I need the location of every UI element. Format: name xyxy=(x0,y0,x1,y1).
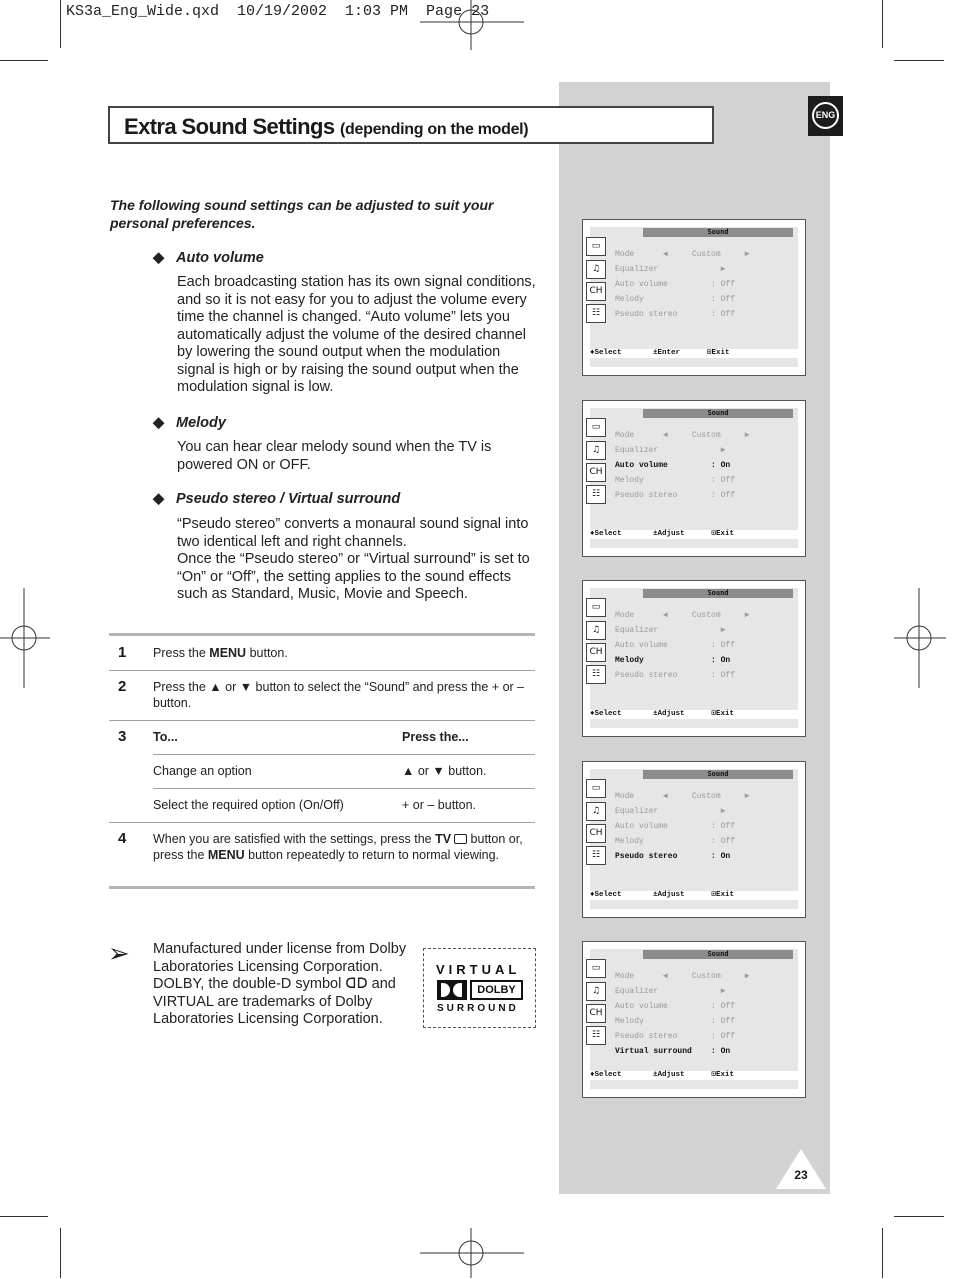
file-header: KS3a_Eng_Wide.qxd 10/19/2002 1:03 PM Page 23 xyxy=(66,3,490,20)
menu-row: Mode ◄ Custom ► xyxy=(615,792,750,801)
section-heading-label: Melody xyxy=(176,415,226,431)
dolby-box xyxy=(470,980,523,1000)
channel-icon: CH xyxy=(586,282,606,301)
menu-row: Equalizer ► xyxy=(615,626,726,635)
menu-row: Melody : Off xyxy=(615,1017,736,1026)
menu-screenshot xyxy=(582,580,806,737)
dolby-notice: Manufactured under license from Dolby Laboratories Licensing Corporation. DOLBY, the double-D symbol ᗡᗞ and VIRTUAL are trademarks of Dolby Laboratories Licensing Corporation. xyxy=(153,941,407,1027)
menu-header: Sound xyxy=(643,950,793,959)
dolby-virtual-logo xyxy=(423,948,536,1028)
table-rule xyxy=(153,754,535,755)
menu-header: Sound xyxy=(643,409,793,418)
crop-mark xyxy=(0,60,48,61)
picture-icon: ♫ xyxy=(586,260,606,279)
table-rule xyxy=(109,886,535,889)
table-cell: Change an option xyxy=(153,764,252,778)
menu-row: Pseudo stereo : Off xyxy=(615,1032,736,1041)
crop-mark xyxy=(894,60,944,61)
table-cell: Select the required option (On/Off) xyxy=(153,798,344,812)
page-title xyxy=(124,114,528,140)
menu-row: Auto volume : Off xyxy=(615,280,736,289)
step-text: Press the ▲ or ▼ button to select the “Sound” and press the + or – button. xyxy=(153,680,525,710)
registration-mark xyxy=(0,588,50,688)
tv-key-icon xyxy=(454,834,467,844)
menu-row: Melody : Off xyxy=(615,295,736,304)
menu-header: Sound xyxy=(643,589,793,598)
section-body-para: “Pseudo stereo” converts a monaural sound signal into two identical left and right channels. xyxy=(177,516,529,550)
menu-row: Equalizer ► xyxy=(615,446,726,455)
menu-row: Mode ◄ Custom ► xyxy=(615,972,750,981)
setup-icon: ☷ xyxy=(586,1026,606,1045)
menu-footer: ♦Select ±Adjust ⊡Exit xyxy=(590,530,798,539)
diamond-bullet-icon: ◆ xyxy=(153,250,165,266)
step-text-part: When you are satisfied with the settings, press the xyxy=(153,832,436,846)
title-box xyxy=(108,106,714,144)
table-rule xyxy=(109,822,535,823)
section-body-para: Once the “Pseudo stereo” or “Virtual surround” is set to “On” or “Off”, the setting applies to the sound effects such as Standard, Music, Movie and Speech. xyxy=(177,551,530,602)
table-col-header: To... xyxy=(153,730,178,744)
menu-key-label: MENU xyxy=(207,848,245,862)
section-heading xyxy=(153,250,264,266)
setup-icon: ☷ xyxy=(586,304,606,323)
logo-dolby: DOLBY xyxy=(472,982,521,998)
section-heading xyxy=(153,415,226,431)
crop-mark xyxy=(882,0,883,48)
menu-header: Sound xyxy=(643,770,793,779)
section-body: You can hear clear melody sound when the TV is powered ON or OFF. xyxy=(177,439,492,473)
channel-icon: CH xyxy=(586,643,606,662)
step-text xyxy=(153,831,535,863)
step-text xyxy=(153,645,535,661)
picture-icon: ♫ xyxy=(586,982,606,1001)
tv-icon: ▭ xyxy=(586,779,606,798)
section-heading-label: Pseudo stereo / Virtual surround xyxy=(176,491,401,507)
section-heading xyxy=(153,491,400,507)
menu-footer: ♦Select ±Adjust ⊡Exit xyxy=(590,891,798,900)
menu-row: Pseudo stereo : Off xyxy=(615,491,736,500)
picture-icon: ♫ xyxy=(586,802,606,821)
menu-row-selected: Melody : On xyxy=(615,656,731,665)
menu-row: Equalizer ► xyxy=(615,807,726,816)
menu-screenshot xyxy=(582,400,806,557)
logo-surround: SURROUND xyxy=(437,1003,519,1014)
menu-screenshot xyxy=(582,941,806,1098)
logo-virtual: VIRTUAL xyxy=(436,962,521,977)
title-sub: (depending on the model) xyxy=(340,121,529,138)
menu-row: Auto volume : Off xyxy=(615,641,736,650)
step-text-part: button repeatedly to return to normal viewing. xyxy=(244,848,500,862)
step-number: 2 xyxy=(118,678,127,695)
menu-row: Mode ◄ Custom ► xyxy=(615,431,750,440)
crop-mark xyxy=(882,1228,883,1278)
menu-footer: ♦Select ±Enter ⊡Exit xyxy=(590,349,798,358)
menu-row-selected: Virtual surround : On xyxy=(615,1047,731,1056)
menu-row-selected: Auto volume : On xyxy=(615,461,731,470)
setup-icon: ☷ xyxy=(586,665,606,684)
step-number: 4 xyxy=(118,830,127,847)
registration-mark xyxy=(894,588,946,688)
table-rule xyxy=(109,633,535,636)
table-rule xyxy=(109,670,535,671)
registration-mark xyxy=(420,1228,524,1278)
tv-icon: ▭ xyxy=(586,598,606,617)
menu-row: Auto volume : Off xyxy=(615,822,736,831)
menu-row: Melody : Off xyxy=(615,837,736,846)
channel-icon: CH xyxy=(586,1004,606,1023)
tv-icon: ▭ xyxy=(586,237,606,256)
tv-key-label: TV xyxy=(435,832,452,846)
menu-row: Equalizer ► xyxy=(615,987,726,996)
menu-row: Mode ◄ Custom ► xyxy=(615,611,750,620)
menu-screenshot xyxy=(582,761,806,918)
table-col-header: Press the... xyxy=(402,730,469,744)
menu-row-selected: Pseudo stereo : On xyxy=(615,852,731,861)
tv-icon: ▭ xyxy=(586,959,606,978)
step-text-part: button. xyxy=(246,646,288,660)
table-rule xyxy=(109,720,535,721)
channel-icon: CH xyxy=(586,463,606,482)
menu-header: Sound xyxy=(643,228,793,237)
language-badge-label: ENG xyxy=(812,102,839,129)
step-text-part: Press the xyxy=(153,646,210,660)
step-number: 3 xyxy=(118,728,127,745)
menu-key-label: MENU xyxy=(209,646,247,660)
double-d-icon xyxy=(437,980,467,1000)
menu-row: Mode ◄ Custom ► xyxy=(615,250,750,259)
menu-footer: ♦Select ±Adjust ⊡Exit xyxy=(590,710,798,719)
section-body xyxy=(177,516,542,604)
page-number: 23 xyxy=(794,1168,808,1182)
section-body: Each broadcasting station has its own signal conditions, and so it is not easy for you to adjust the volume every time the channel is changed. “Auto volume” lets you automatically adjust the volume of the desired channel by lowering the sound output when the modulation signal is high or by raising the sound output when the modulation signal is low. xyxy=(177,274,536,395)
menu-row: Melody : Off xyxy=(615,476,736,485)
title-main: Extra Sound Settings xyxy=(124,114,335,139)
setup-icon: ☷ xyxy=(586,485,606,504)
language-badge xyxy=(808,96,843,136)
diamond-bullet-icon: ◆ xyxy=(153,491,165,507)
table-cell: + or – button. xyxy=(402,798,477,812)
menu-row: Auto volume : Off xyxy=(615,1002,736,1011)
menu-screenshot xyxy=(582,219,806,376)
setup-icon: ☷ xyxy=(586,846,606,865)
intro-text: The following sound settings can be adjusted to suit your personal preferences. xyxy=(110,197,494,231)
menu-row: Equalizer ► xyxy=(615,265,726,274)
table-rule xyxy=(153,788,535,789)
step-text-part: button or, press the xyxy=(153,832,523,862)
step-number: 1 xyxy=(118,644,127,661)
picture-icon: ♫ xyxy=(586,441,606,460)
channel-icon: CH xyxy=(586,824,606,843)
note-arrow-icon: ➢ xyxy=(108,938,130,968)
menu-row: Pseudo stereo : Off xyxy=(615,310,736,319)
picture-icon: ♫ xyxy=(586,621,606,640)
registration-mark xyxy=(420,0,524,50)
crop-mark xyxy=(0,1216,48,1217)
crop-mark xyxy=(60,0,61,48)
menu-footer: ♦Select ±Adjust ⊡Exit xyxy=(590,1071,798,1080)
menu-row: Pseudo stereo : Off xyxy=(615,671,736,680)
crop-mark xyxy=(894,1216,944,1217)
table-cell: ▲ or ▼ button. xyxy=(402,764,487,778)
tv-icon: ▭ xyxy=(586,418,606,437)
diamond-bullet-icon: ◆ xyxy=(153,415,165,431)
crop-mark xyxy=(60,1228,61,1278)
section-heading-label: Auto volume xyxy=(176,250,264,266)
